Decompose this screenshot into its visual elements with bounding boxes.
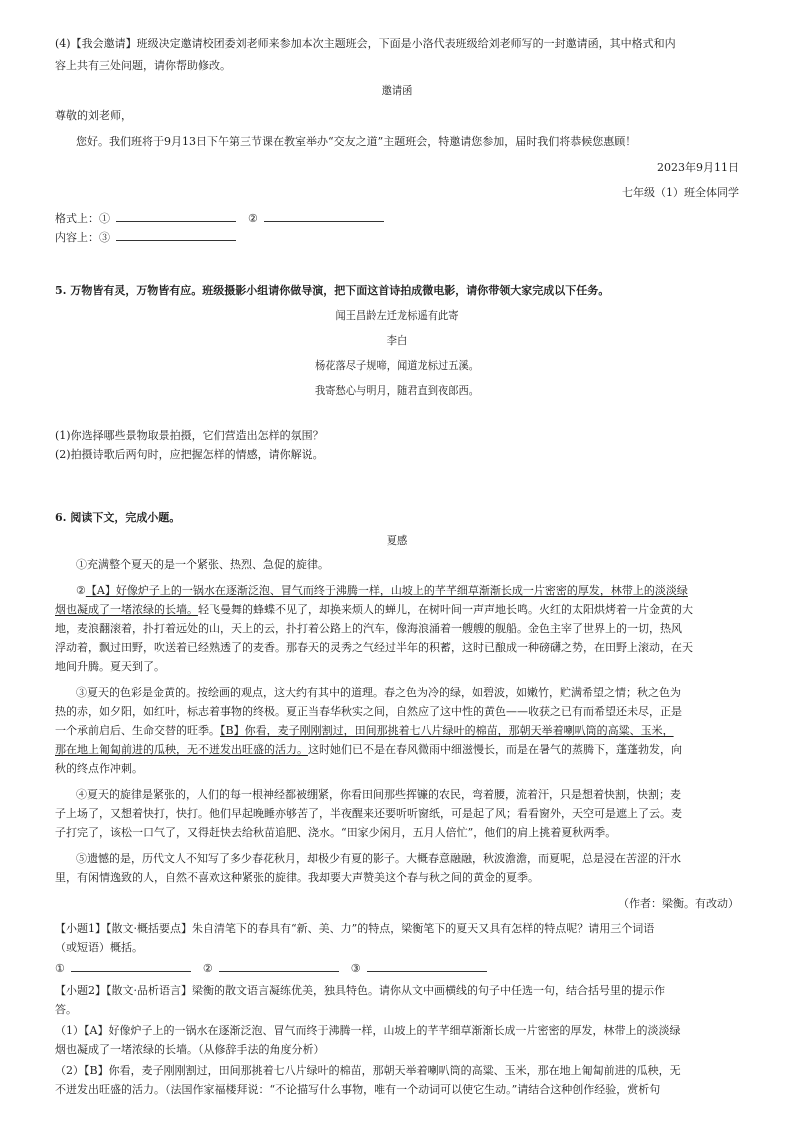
- underlined-sentence-a-end: 烟也凝成了一堵浓绿的长墙。: [55, 603, 198, 616]
- letter-title: 邀请函: [381, 84, 413, 97]
- underlined-sentence-b-end: 那在地上匍匐前进的瓜秧，无不迸发出旺盛的活力。: [55, 743, 308, 756]
- subq1-answer-row: [55, 961, 493, 977]
- essay-p4-line2: 子上场了，又想着快打，快打。他们早起晚睡亦够苦了，半夜醒来还要听听窗纸，可是起了风；看看窗外，天空可是遮上了云。麦: [55, 807, 682, 820]
- poem-line-2: 我寄愁心与明月，随君直到夜郎西。: [314, 384, 480, 397]
- sec4-intro-line2: 容上共有三处问题，请你帮助修改。: [55, 59, 231, 72]
- sec5-heading: 5. 万物皆有灵，万物皆有应。班级摄影小组请你做导演，把下面这首诗拍成微电影，请你带领大家完成以下任务。: [55, 284, 610, 297]
- subq2-b-line1: （2）【B】你看，麦子刚刚割过，田间那挑着七八片绿叶的棉苗，那朝天举着喇叭筒的高粱、玉米，那在地上匍匐前进的瓜秧，无: [55, 1064, 681, 1077]
- sec5-question-1: (1)你选择哪些景物取景拍摄，它们营造出怎样的氛围？: [55, 429, 324, 442]
- underlined-sentence-a: 【A】好像炉子上的一锅水在逐渐泛泡、冒气而终于沸腾一样，山坡上的芊芊细草渐渐长成一片密密的厚发，林带上的淡淡绿: [85, 584, 688, 597]
- subq2-line2: 答。: [55, 1003, 77, 1016]
- sec6-heading: 6. 阅读下文，完成小题。: [55, 511, 181, 524]
- content-label: 内容上：: [55, 231, 99, 244]
- para-number: ②: [76, 584, 86, 597]
- letter-date: 2023年9月11日: [657, 161, 739, 174]
- subq1-blank-2[interactable]: [219, 961, 339, 972]
- letter-greeting: 尊敬的刘老师，: [55, 109, 132, 122]
- answer-blank-1[interactable]: [116, 211, 236, 222]
- subq2-a-line1: （1）【A】好像炉子上的一锅水在逐渐泛泡、冒气而终于沸腾一样，山坡上的芊芊细草渐渐长成一片密密的厚发，林带上的淡淡绿: [55, 1024, 681, 1037]
- underlined-sentence-b: 【B】你看，麦子刚刚割过，田间那挑着七八片绿叶的棉苗，那朝天举着喇叭筒的高粱、玉米，: [220, 724, 674, 737]
- content-answer-row: [55, 230, 242, 246]
- essay-p2-line2: [55, 602, 693, 618]
- subq2-a-line2: 烟也凝成了一堵浓绿的长墙。（从修辞手法的角度分析）: [55, 1043, 325, 1056]
- essay-text: 一个承前启后、生命交替的旺季。: [55, 724, 220, 737]
- essay-p2-line3: 地，麦浪翻滚着，扑打着远处的山，天上的云，扑打着公路上的汽车，像海浪涌着一艘艘的舰船。金色主宰了世界上的一切，热风: [55, 622, 682, 635]
- essay-text: 轻飞曼舞的蜂蝶不见了，却换来烦人的蝉儿，在树叶间一声声地长鸣。火红的太阳烘烤着一片金黄的大: [198, 603, 693, 616]
- essay-p2-line4: 浮动着，飘过田野，吹送着已经熟透了的麦香。那春天的灵秀之气经过半年的积蓄，这时已酿成一种磅礴之势，在田野上滚动，在天: [55, 641, 693, 654]
- answer-mark-2: ②: [248, 212, 258, 225]
- letter-body: 您好。我们班将于9月13日下午第三节课在教室举办“交友之道”主题班会，特邀请您参加，届时我们将恭候您惠顾！: [76, 135, 637, 148]
- essay-p3-line4: [55, 742, 682, 758]
- answer-mark-2: ②: [202, 962, 213, 975]
- essay-source: （作者：梁衡。有改动）: [618, 897, 739, 910]
- essay-p5-line2: 里，有闲情逸致的人，自然不喜欢这种紧张的旋律。我却要大声赞美这个春与秋之间的黄金的夏季。: [55, 871, 539, 884]
- poem-title: 闻王昌龄左迁龙标遥有此寄: [335, 309, 459, 322]
- essay-p3-line1: ③夏天的色彩是金黄的。按绘画的观点，这大约有其中的道理。春之色为冷的绿，如碧波，如嫩竹，贮满希望之情；秋之色为: [76, 686, 681, 699]
- essay-p3-line2: 热的赤，如夕阳，如红叶，标志着事物的终极。夏正当春华秋实之间，自然应了这中性的黄色——收获之已有而希望还未尽，正是: [55, 705, 682, 718]
- essay-p3-line3: [55, 723, 674, 739]
- format-label: 格式上：: [55, 212, 99, 225]
- answer-mark-3: ③: [350, 962, 361, 975]
- answer-mark-1: ①: [99, 212, 110, 225]
- answer-blank-2[interactable]: [264, 211, 384, 222]
- poem-author: 李白: [386, 334, 408, 347]
- essay-p4-line1: ④夏天的旋律是紧张的，人们的每一根神经都被绷紧，你看田间那些挥镰的农民，弯着腰，流着汗，只是想着快割，快割；麦: [76, 788, 681, 801]
- sec5-question-2: (2)拍摄诗歌后两句时，应把握怎样的情感，请你解说。: [55, 448, 324, 461]
- answer-mark-3: ③: [99, 231, 110, 244]
- subq2-line1: 【小题2】【散文·品析语言】梁衡的散文语言凝练优美，独具特色。请你从文中画横线的句子中任选一句，结合括号里的提示作: [55, 984, 665, 997]
- essay-p2-line5: 地间升腾。夏天到了。: [55, 660, 165, 673]
- subq1-line2: （或短语）概括。: [55, 941, 143, 954]
- essay-title: 夏感: [386, 534, 408, 547]
- subq1-blank-3[interactable]: [367, 961, 487, 972]
- poem-line-1: 杨花落尽子规啼，闻道龙标过五溪。: [314, 359, 480, 372]
- format-answer-row: [55, 211, 390, 227]
- letter-signer: 七年级（1）班全体同学: [622, 186, 739, 199]
- essay-text: 这时她们已不是在春风微雨中细滋慢长，而是在暑气的蒸腾下，蓬蓬勃发，向: [308, 743, 682, 756]
- essay-p5-line1: ⑤遗憾的是，历代文人不知写了多少春花秋月，却极少有夏的影子。大概春意融融，秋波澹澹，而夏呢，总是浸在苦涩的汗水: [76, 852, 681, 865]
- subq1-line1: 【小题1】【散文·概括要点】朱自清笔下的春具有“新、美、力”的特点，梁衡笔下的夏天又具有怎样的特点呢？请用三个词语: [55, 922, 655, 935]
- subq2-b-line2: 不迸发出旺盛的活力。（法国作家福楼拜说：“不论描写什么事物，唯有一个动词可以使它生动。”请结合这种创作经验，赏析句: [55, 1083, 661, 1096]
- sec4-intro-line1: (4)【我会邀请】班级决定邀请校团委刘老师来参加本次主题班会，下面是小洛代表班级给刘老师写的一封邀请函，其中格式和内: [55, 37, 676, 50]
- answer-blank-3[interactable]: [116, 230, 236, 241]
- subq1-blank-1[interactable]: [71, 961, 191, 972]
- essay-p2-line1: [76, 583, 688, 599]
- essay-p4-line3: 子打完了，该松一口气了，又得赶快去给秋苗追肥、浇水。“田家少闲月，五月人倍忙”，他们的肩上挑着夏秋两季。: [55, 826, 617, 839]
- answer-mark-1: ①: [55, 962, 65, 975]
- essay-p1: ①充满整个夏天的是一个紧张、热烈、急促的旋律。: [76, 558, 329, 571]
- essay-p3-line5: 秋的终点作冲刺。: [55, 762, 143, 775]
